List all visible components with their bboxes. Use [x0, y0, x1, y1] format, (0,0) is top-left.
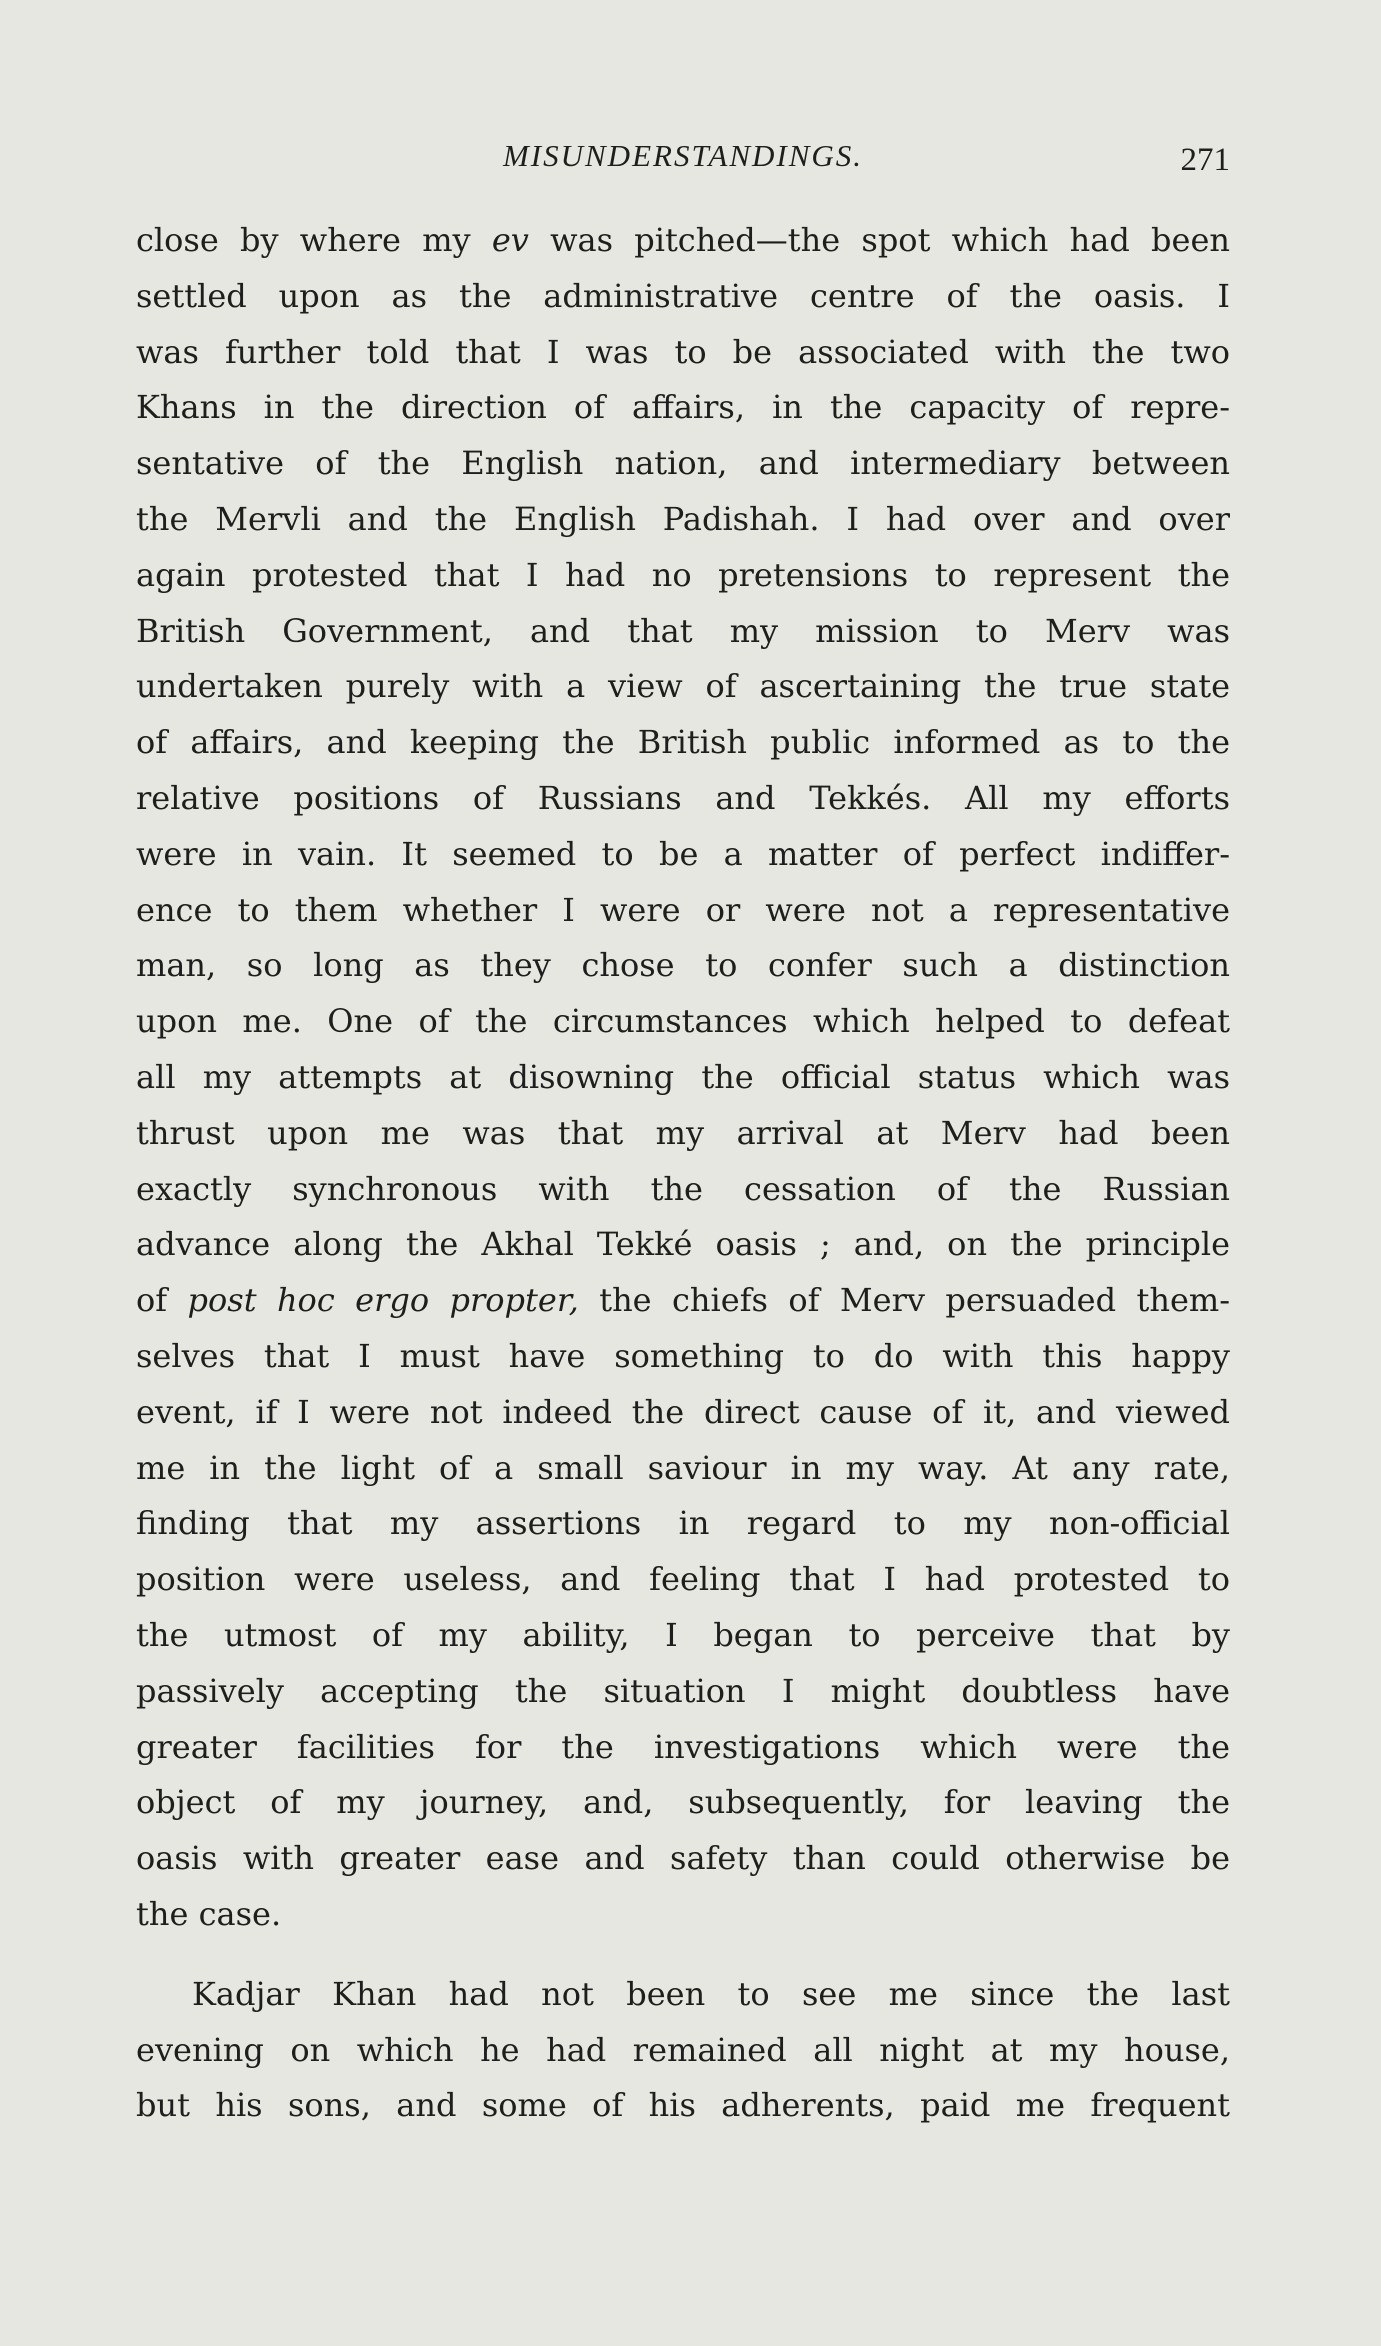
italic-phrase: post hoc ergo propter, — [187, 1281, 579, 1320]
text-line: undertaken purely with a view of ascertaining the true state — [136, 667, 1230, 706]
text-line: British Government, and that my mission to Merv was — [136, 611, 1230, 650]
text-line: greater facilities for the investigations which were the — [136, 1727, 1230, 1766]
text-segment: of — [136, 1281, 168, 1320]
italic-word: ev — [491, 221, 529, 259]
text-line: position were useless, and feeling that I had protested to — [136, 1560, 1230, 1599]
text-line: of affairs, and keeping the British public informed as to the — [136, 723, 1230, 762]
text-line: oasis with greater ease and safety than could otherwise be — [136, 1839, 1230, 1878]
running-head — [136, 134, 1230, 178]
text-line: settled upon as the administrative centre of the oasis. I — [136, 276, 1230, 315]
paragraph — [136, 1967, 1230, 2134]
running-title: MISUNDERSTANDINGS. — [502, 138, 864, 173]
text-line: Khans in the direction of affairs, in the capacity of repre- — [136, 388, 1230, 427]
text-line: again protested that I had no pretensions to represent the — [136, 555, 1230, 594]
text-line — [136, 213, 1230, 269]
text-line: advance along the Akhal Tekké oasis ; and, on the principle — [136, 1225, 1230, 1264]
text-line: the case. — [136, 1894, 282, 1933]
text-line: was further told that I was to be associated with the two — [136, 332, 1230, 371]
text-line: but his sons, and some of his adherents, paid me frequent — [136, 2086, 1230, 2125]
text-line: ence to them whether I were or were not a representative — [136, 890, 1230, 929]
text-line: object of my journey, and, subsequently, for leaving the — [136, 1783, 1230, 1822]
text-line: relative positions of Russians and Tekkés. All my efforts — [136, 778, 1230, 817]
page-number: 271 — [1180, 142, 1230, 178]
text-line: the utmost of my ability, I began to perceive that by — [136, 1615, 1230, 1654]
paragraph — [136, 213, 1230, 1943]
paragraph-gap — [136, 1943, 1230, 1967]
text-line: man, so long as they chose to confer such a distinction — [136, 946, 1230, 985]
text-line: upon me. One of the circumstances which helped to defeat — [136, 1002, 1230, 1041]
text-line: Kadjar Khan had not been to see me since the last — [192, 1974, 1230, 2013]
text-segment: was pitched—the spot which had been — [550, 221, 1230, 259]
body-text — [136, 213, 1230, 2134]
text-line: event, if I were not indeed the direct cause of it, and viewed — [136, 1392, 1230, 1431]
text-line: the Mervli and the English Padishah. I had over and over — [136, 499, 1230, 538]
text-line: me in the light of a small saviour in my way. At any rate, — [136, 1448, 1230, 1487]
text-line: sentative of the English nation, and intermediary between — [136, 444, 1230, 483]
text-segment: close by where my — [136, 221, 471, 259]
text-line: thrust upon me was that my arrival at Merv had been — [136, 1113, 1230, 1152]
text-line: selves that I must have something to do with this happy — [136, 1336, 1230, 1375]
text-segment: the chiefs of Merv persuaded them- — [599, 1281, 1230, 1320]
text-line: finding that my assertions in regard to my non-official — [136, 1504, 1230, 1543]
text-line: evening on which he had remained all night at my house, — [136, 2030, 1230, 2069]
text-line: were in vain. It seemed to be a matter of perfect indiffer- — [136, 834, 1230, 873]
text-line: all my attempts at disowning the official status which was — [136, 1057, 1230, 1096]
text-line: exactly synchronous with the cessation of the Russian — [136, 1169, 1230, 1208]
text-line — [136, 1273, 1230, 1329]
text-line: passively accepting the situation I might doubtless have — [136, 1671, 1230, 1710]
